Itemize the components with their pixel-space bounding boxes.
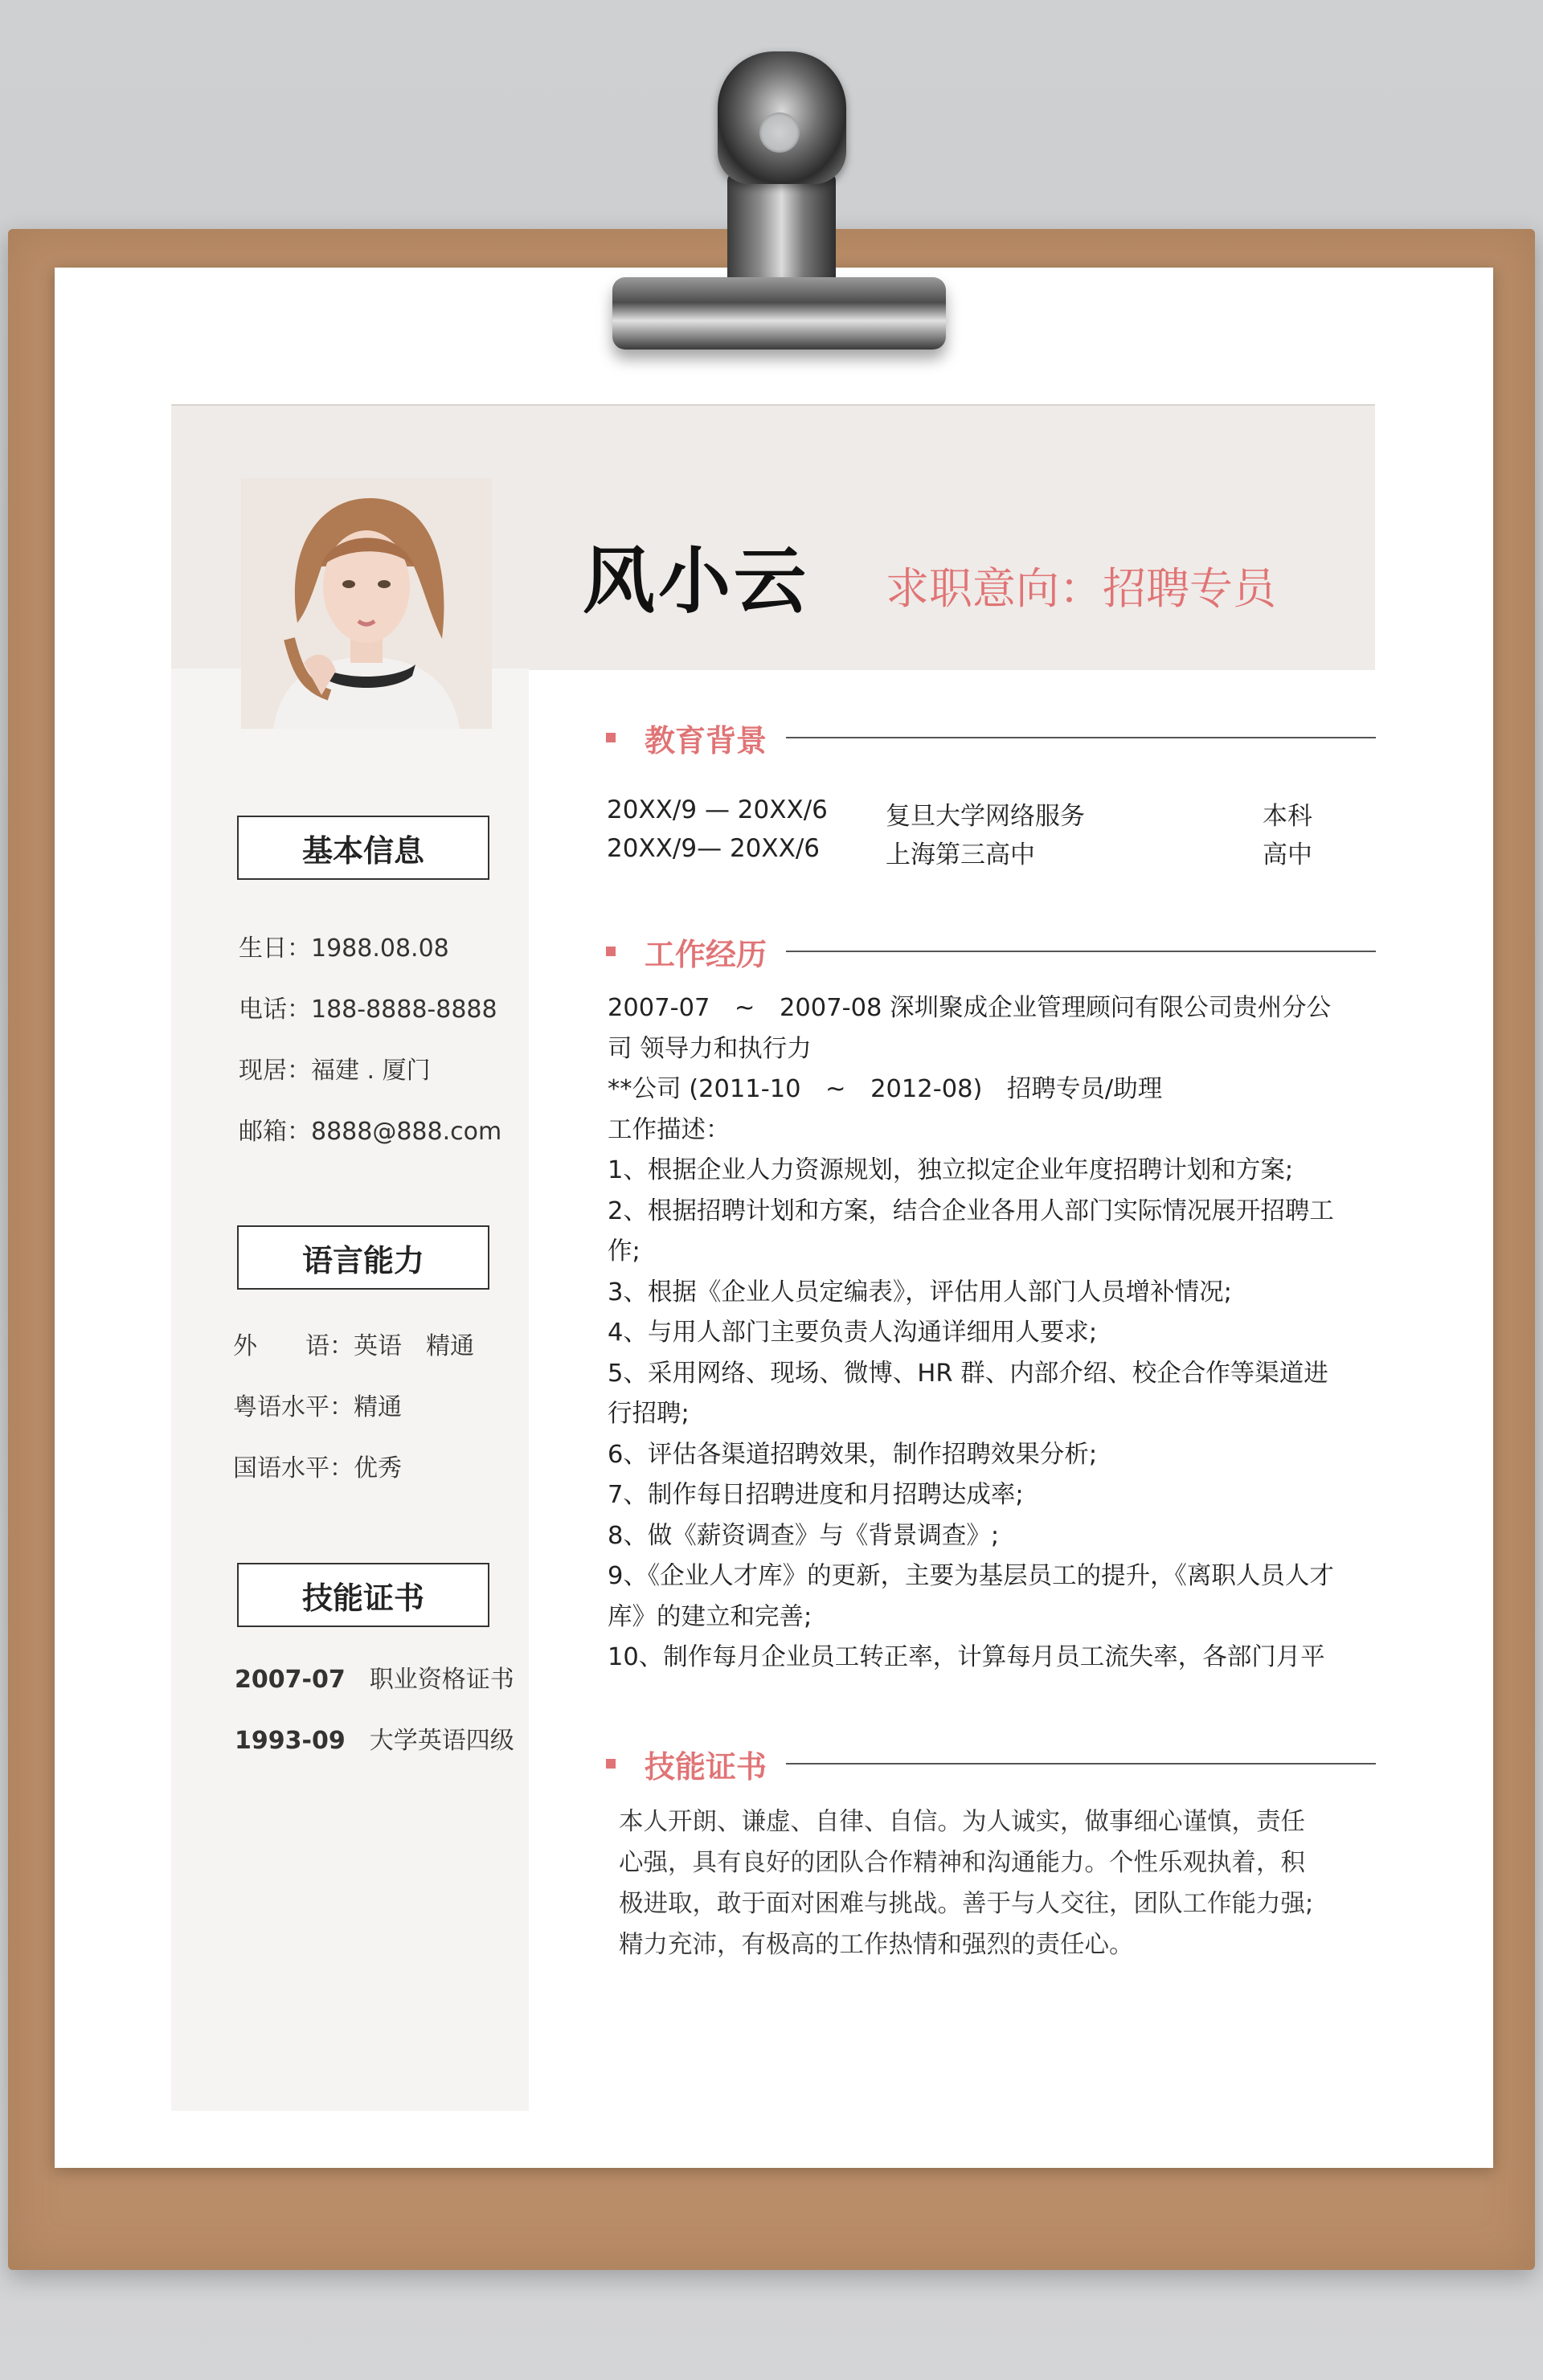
certificate-date: 2007-07	[235, 1666, 346, 1694]
work-line: 作;	[608, 1237, 641, 1266]
education-period: 20XX/9 — 20XX/6	[607, 795, 828, 824]
education-degree: 高中	[1263, 840, 1312, 869]
skills-line: 极进取，敢于面对困难与挑战。善于与人交往，团队工作能力强;	[619, 1890, 1314, 1918]
work-line: 工作描述：	[608, 1115, 731, 1144]
work-line: 8、做《薪资调查》与《背景调查》;	[608, 1521, 1000, 1550]
language-row	[233, 1326, 474, 1361]
skills-line: 精力充沛，有极高的工作热情和强烈的责任心。	[619, 1931, 1134, 1959]
section-divider	[786, 951, 1376, 952]
certificate-name: 大学英语四级	[369, 1727, 514, 1755]
work-experience-body	[608, 988, 1334, 1679]
work-line: 10、制作每月企业员工转正率，计算每月员工流失率，各部门月平	[608, 1643, 1325, 1671]
certificate-date: 1993-09	[235, 1727, 346, 1755]
binder-clip-neck	[727, 173, 836, 285]
work-line: 3、根据《企业人员定编表》，评估用人部门人员增补情况;	[608, 1278, 1232, 1307]
work-line: 4、与用人部门主要负责人沟通详细用人要求;	[608, 1319, 1098, 1347]
work-line: 2007-07 ~ 2007-08 深圳聚成企业管理顾问有限公司贵州分公	[608, 994, 1332, 1022]
work-line: 1、根据企业人力资源规划，独立拟定企业年度招聘计划和方案;	[608, 1156, 1294, 1184]
work-line: **公司 (2011-10 ~ 2012-08) 招聘专员/助理	[608, 1075, 1163, 1103]
language-value: 优秀	[354, 1454, 402, 1482]
job-intent: 求职意向：招聘专员	[886, 563, 1276, 614]
language-label: 粤语水平：	[233, 1393, 354, 1421]
certificate-row	[235, 1720, 514, 1756]
work-line: 5、采用网络、现场、微博、HR 群、内部介绍、校企合作等渠道进	[608, 1359, 1328, 1388]
language-value: 英语 精通	[354, 1332, 474, 1360]
language-value: 精通	[354, 1393, 402, 1421]
education-row	[607, 795, 1330, 831]
education-period: 20XX/9— 20XX/6	[607, 834, 821, 863]
work-line: 司 领导力和执行力	[608, 1034, 812, 1063]
candidate-name: 风小云	[583, 539, 809, 624]
section-title-text: 技能证书	[645, 1748, 767, 1785]
certificate-name: 职业资格证书	[369, 1666, 514, 1694]
education-school: 复旦大学网络服务	[886, 802, 1085, 831]
location-text: 现居：福建 . 厦门	[239, 1057, 431, 1085]
work-line: 库》的建立和完善;	[608, 1602, 812, 1631]
skills-line: 心强，具有良好的团队合作精神和沟通能力。个性乐观执着，积	[619, 1849, 1305, 1877]
education-degree: 本科	[1263, 802, 1312, 831]
skills-line: 本人开朗、谦虚、自律、自信。为人诚实，做事细心谨慎，责任	[619, 1808, 1305, 1836]
basic-info-heading: 基本信息	[237, 816, 489, 880]
section-divider	[786, 1763, 1376, 1765]
self-evaluation-body	[619, 1801, 1314, 1965]
section-title-text: 工作经历	[645, 936, 767, 972]
section-divider	[786, 737, 1376, 738]
binder-clip-base	[612, 277, 946, 350]
birthday-text: 生日：1988.08.08	[239, 934, 449, 963]
bullet-square-icon	[606, 733, 616, 742]
work-line: 9、《企业人才库》的更新，主要为基层员工的提升，《离职人员人才	[608, 1562, 1334, 1590]
email-text: 邮箱：8888@888.com	[239, 1118, 502, 1146]
section-title-text: 教育背景	[645, 722, 767, 759]
language-heading: 语言能力	[237, 1225, 489, 1290]
bullet-square-icon	[606, 947, 616, 956]
certificates-heading: 技能证书	[237, 1563, 489, 1627]
work-line: 2、根据招聘计划和方案，结合企业各用人部门实际情况展开招聘工	[608, 1196, 1334, 1225]
education-school: 上海第三高中	[886, 840, 1035, 869]
language-label: 国语水平：	[233, 1454, 354, 1482]
education-row	[607, 834, 1330, 869]
work-line: 行招聘;	[608, 1400, 690, 1428]
language-label: 外 语：	[233, 1332, 354, 1360]
work-line: 6、评估各渠道招聘效果，制作招聘效果分析;	[608, 1440, 1098, 1469]
education-section-title	[603, 714, 1376, 762]
phone-text: 电话：188-8888-8888	[239, 996, 497, 1024]
profile-photo	[241, 478, 492, 729]
skills-section-title	[603, 1740, 1376, 1788]
bullet-square-icon	[606, 1759, 616, 1769]
language-row	[233, 1387, 402, 1422]
certificate-row	[235, 1659, 514, 1695]
work-line: 7、制作每日招聘进度和月招聘达成率;	[608, 1481, 1024, 1509]
binder-clip-hole	[759, 112, 800, 153]
language-row	[233, 1448, 402, 1483]
work-section-title	[603, 927, 1376, 975]
